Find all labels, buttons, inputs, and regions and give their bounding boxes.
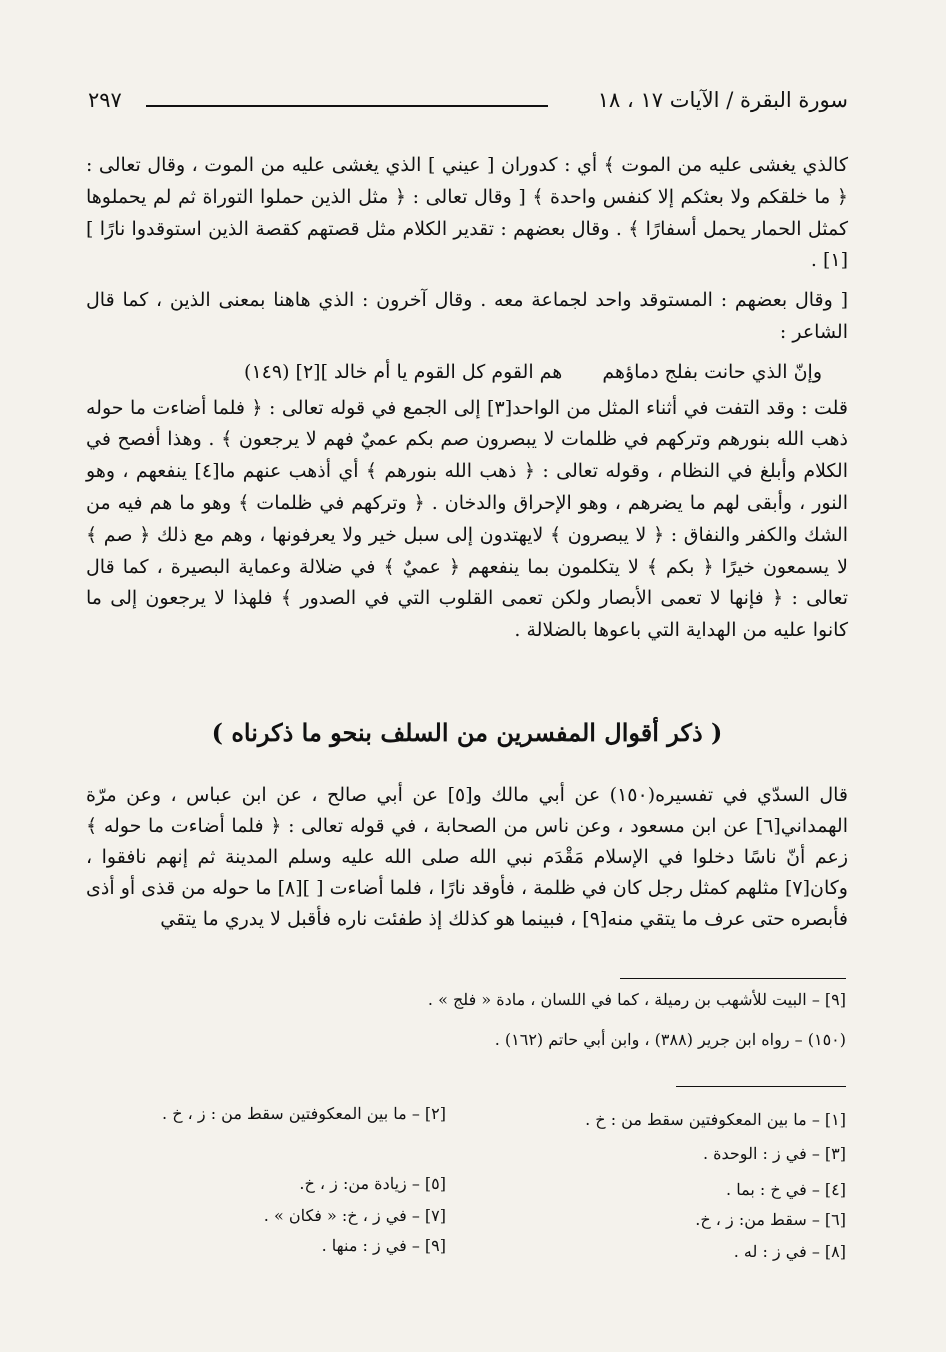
notes-divider — [620, 978, 846, 979]
poem-second-hemistich: هم القوم كل القوم يا أم خالد ][٢] (١٤٩) — [244, 360, 563, 383]
variant-note-2: [٢] – ما بين المعكوفتين سقط من : ز ، خ . — [162, 1104, 446, 1123]
running-header — [88, 88, 848, 122]
main-text-2 — [86, 780, 848, 935]
section-title: ( ذكر أقوال المفسرين من السلف بنحو ما ذكرناه ) — [211, 718, 723, 747]
variant-note-8: [٨] – في ز : له . — [733, 1242, 846, 1261]
header-title: سورة البقرة / الآيات ١٧ ، ١٨ — [597, 88, 848, 112]
poem-verse — [86, 357, 848, 389]
header-rule — [146, 105, 548, 107]
variant-note-4: [٤] – في خ : بما . — [726, 1180, 846, 1199]
variants-divider — [676, 1086, 846, 1087]
main-text — [86, 150, 848, 655]
footnote-verse-source: [٩] – البيت للأشهب بن رميلة ، كما في اللسان ، مادة « فلج » . — [427, 990, 846, 1009]
variant-note-6: [٦] – سقط من: ز ، خ. — [695, 1210, 846, 1229]
variant-note-5: [٥] – زيادة من: ز ، خ. — [299, 1174, 446, 1193]
poem-first-hemistich: وإنّ الذي حانت بفلج دماؤهم — [602, 360, 822, 383]
variant-note-3: [٣] – في ز : الوحدة . — [702, 1144, 846, 1163]
paragraph-2: [ وقال بعضهم : المستوقد واحد لجماعة معه . وقال آخرون : الذي هاهنا بمعنى الذين ، كما قال الشاعر : — [86, 289, 848, 343]
variant-note-9: [٩] – في ز : منها . — [321, 1236, 446, 1255]
footnote-hadith-source: (١٥٠) – رواه ابن جرير (٣٨٨) ، وابن أبي حاتم (١٦٢) . — [494, 1030, 846, 1049]
variant-note-1: [١] – ما بين المعكوفتين سقط من : خ . — [585, 1110, 846, 1129]
paragraph-3: قلت : وقد التفت في أثناء المثل من الواحد[٣] إلى الجمع في قوله تعالى : ﴿ فلما أضاءت ما حوله ذهب الله بنورهم وتركهم في ظلمات لا يبصرون صم بكم عميٌ فهم لا يرجعون ﴾ . وهذا أفصح في الكلام وأبلغ في النظام ، وقوله تعالى : ﴿ ذهب الله بنورهم ﴾ أي أذهب عنهم ما[٤] ينفعهم ، وهو النور ، وأبقى لهم ما يضرهم ، وهو الإحراق والدخان . ﴿ وتركهم في ظلمات ﴾ وهو ما هم فيه من الشك والكفر والنفاق : ﴿ لا يبصرون ﴾ لايهتدون إلى سبل خير ولا يعرفونها ، وهم مع ذلك ﴿ صم ﴾ لا يسمعون خيرًا ﴿ بكم ﴾ لا يتكلمون بما ينفعهم ﴿ عميٌ ﴾ في ضلالة وعماية البصيرة ، كما قال تعالى : ﴿ فإنها لا تعمى الأبصار ولكن تعمى القلوب التي في الصدور ﴾ فلهذا لا يرجعون إلى ما كانوا عليه من الهداية التي باعوها بالضلالة . — [86, 396, 848, 642]
variant-note-7: [٧] – في ز ، خ: « فكان » . — [263, 1206, 446, 1225]
paragraph-4: قال السدّي في تفسيره(١٥٠) عن أبي مالك و[٥] عن أبي صالح ، عن ابن عباس ، وعن مرّة الهمداني[٦] عن ابن مسعود ، وعن ناس من الصحابة ، في قوله تعالى : ﴿ فلما أضاءت ما حوله ﴾ زعم أنّ ناسًا دخلوا في الإسلام مَقْدَم نبي الله صلى الله عليه وسلم المدينة ثم إنهم نافقوا ، وكان[٧] مثلهم كمثل رجل كان في ظلمة ، فأوقد نارًا ، فلما أضاءت [ ][٨] ما حوله من قذى أو أذى فأبصره حتى عرف ما يتقي منه[٩] ، فبينما هو كذلك إذ طفئت ناره فأقبل لا يدري ما يتقي — [86, 784, 848, 930]
page-number: ٢٩٧ — [88, 88, 122, 112]
paragraph-1: كالذي يغشى عليه من الموت ﴾ أي : كدوران [ عيني ] الذي يغشى عليه من الموت ، وقال تعالى : ﴿ ما خلقكم ولا بعثكم إلا كنفس واحدة ﴾ [ وقال تعالى : ﴿ مثل الذين حملوا التوراة ثم لم يحملوها كمثل الحمار يحمل أسفارًا ﴾ . وقال بعضهم : تقدير الكلام مثل قصتهم كقصة الذين استوقدوا نارًا ][١] . — [86, 154, 848, 272]
